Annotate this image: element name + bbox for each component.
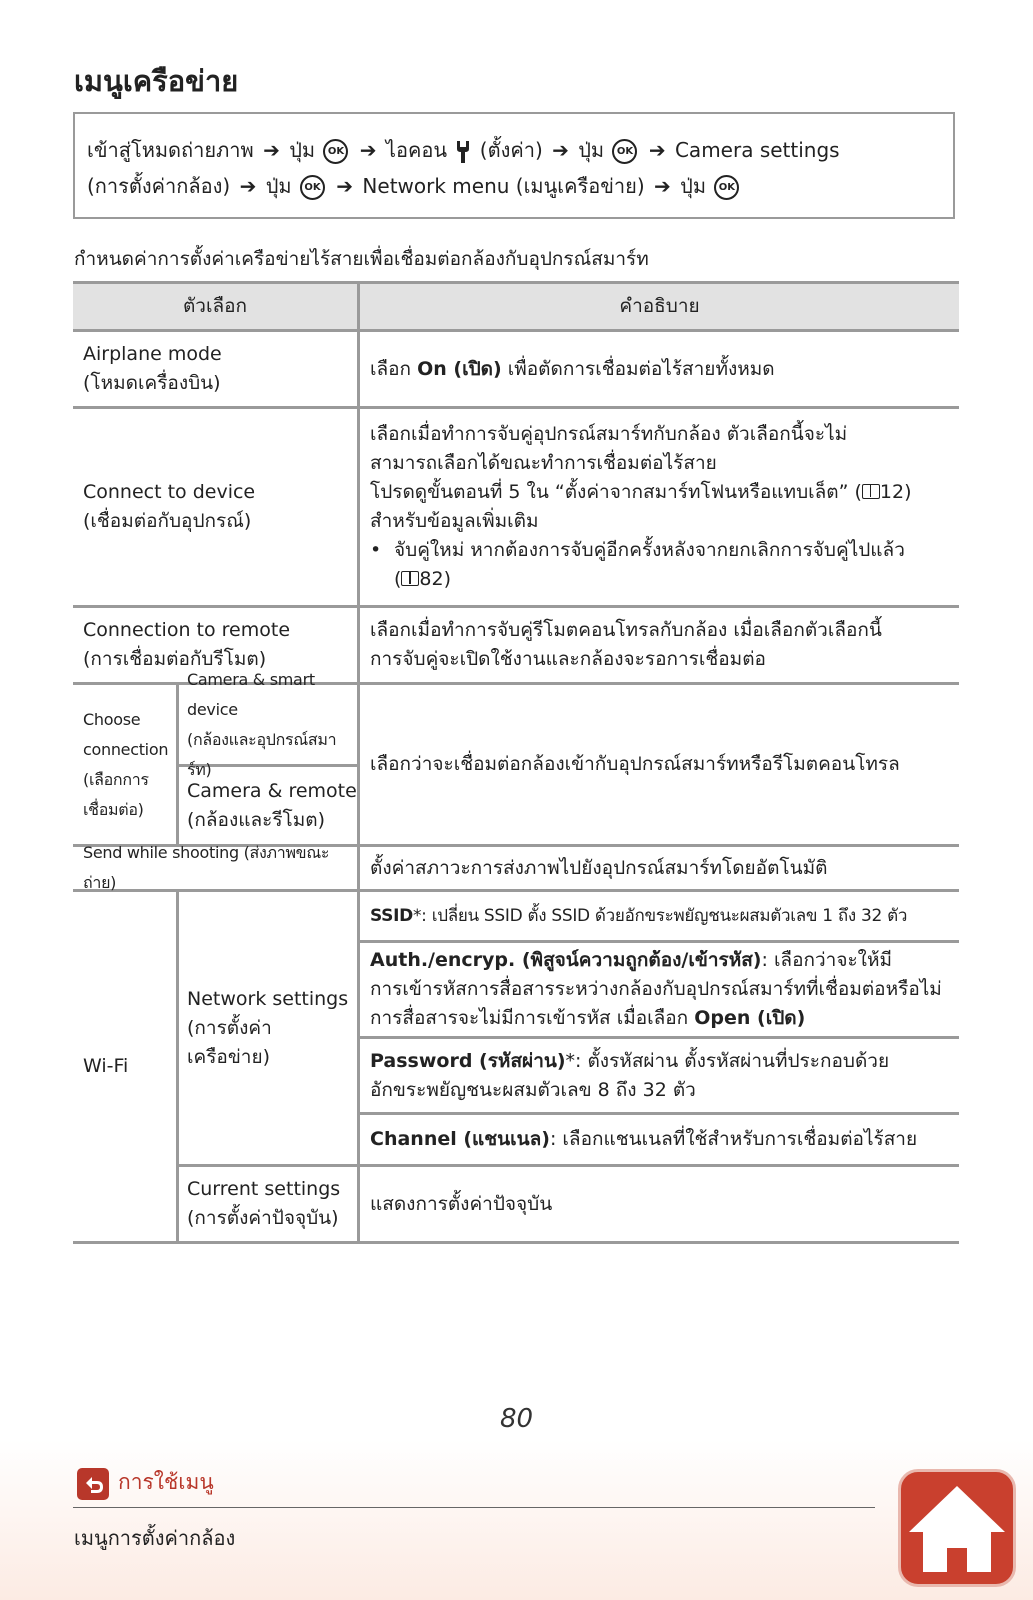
rule xyxy=(73,1241,959,1244)
desc-bold: Auth./encryp. (พิสูจน์ความถูกต้อง/เข้ารหัส) xyxy=(370,949,762,971)
navigation-path-box xyxy=(73,112,955,219)
desc-text: ( xyxy=(394,568,402,590)
home-icon xyxy=(901,1472,1013,1584)
desc-bold: Channel (แชนเนล) xyxy=(370,1128,550,1150)
desc-line: สามารถเลือกได้ขณะทำการเชื่อมต่อไร้สาย xyxy=(370,452,717,474)
option-name-en: Airplane mode xyxy=(83,343,222,365)
arrow-right-icon: ➔ xyxy=(239,174,257,198)
desc-line: เลือกเมื่อทำการจับคู่อุปกรณ์สมาร์ทกับกล้อง ตัวเลือกนี้จะไม่ xyxy=(370,423,848,445)
option-name-en: Camera & remote xyxy=(187,779,357,802)
nav-line-2 xyxy=(87,168,953,204)
column-divider xyxy=(176,890,179,1241)
desc-text: เพื่อตัดการเชื่อมต่อไร้สายทั้งหมด xyxy=(507,357,775,380)
nav-button-word: ปุ่ม xyxy=(680,174,707,198)
nav-camera-settings-th: (การตั้งค่ากล้อง) xyxy=(87,174,231,198)
option-name-en: Current settings xyxy=(187,1178,341,1200)
option-name-line: connection xyxy=(83,739,169,759)
option-send-while-shooting xyxy=(83,843,357,892)
arrow-right-icon: ➔ xyxy=(359,138,377,162)
desc-channel xyxy=(370,1115,955,1164)
desc-line: แสดงการตั้งค่าปัจจุบัน xyxy=(370,1192,553,1215)
desc-bold: Password (รหัสผ่าน) xyxy=(370,1049,566,1072)
ok-button-icon: OK xyxy=(323,139,348,164)
book-reference-icon xyxy=(401,571,419,586)
desc-line: โปรดดูขั้นตอนที่ 5 ใน “ตั้งค่าจากสมาร์ทโฟนหรือแทบเล็ต” ( xyxy=(370,481,862,503)
back-link-using-menus[interactable]: การใช้เมนู xyxy=(118,1470,214,1494)
desc-text: เลือก xyxy=(370,357,412,380)
settings-table xyxy=(73,283,959,1244)
option-name-th: เครือข่าย) xyxy=(187,1045,271,1068)
arrow-right-icon: ➔ xyxy=(552,138,569,162)
option-current-settings xyxy=(187,1167,359,1241)
book-reference-icon xyxy=(862,484,880,499)
option-name-th: (เชื่อมต่อกับอุปกรณ์) xyxy=(83,510,252,532)
nav-network-menu: Network menu (เมนูเครือข่าย) xyxy=(362,174,645,198)
desc-line: เลือกว่าจะเชื่อมต่อกล้องเข้ากับอุปกรณ์สมาร์ทหรือรีโมตคอนโทรล xyxy=(370,753,900,775)
header-option: ตัวเลือก xyxy=(182,294,248,317)
option-name-th: (โหมดเครื่องบิน) xyxy=(83,372,221,394)
desc-password xyxy=(370,1039,955,1112)
nav-button-word: ปุ่ม xyxy=(578,138,605,162)
desc-bold: On (เปิด) xyxy=(417,357,502,380)
desc-current-settings xyxy=(370,1167,955,1241)
desc-connection-to-remote xyxy=(370,608,955,682)
option-name-line: เชื่อมต่อ) xyxy=(83,799,144,819)
intro-text: กำหนดค่าการตั้งค่าเครือข่ายไร้สายเพื่อเชื่อมต่อกล้องกับอุปกรณ์สมาร์ท xyxy=(74,248,649,270)
page-reference[interactable]: 12) xyxy=(879,481,912,503)
desc-text: : เลือกว่าจะให้มี xyxy=(761,949,892,971)
nav-enter-shooting: เข้าสู่โหมดถ่ายภาพ xyxy=(87,138,254,162)
bullet-icon: • xyxy=(370,539,382,561)
column-divider xyxy=(176,683,179,844)
desc-choose-connection xyxy=(370,685,955,844)
desc-line: อักขระพยัญชนะผสมตัวเลข 8 ถึง 32 ตัว xyxy=(370,1078,696,1101)
option-airplane-mode xyxy=(83,332,353,406)
page-reference[interactable]: 82) xyxy=(419,568,452,590)
option-name-th: (กล้องและอุปกรณ์สมาร์ท) xyxy=(187,729,337,779)
arrow-right-icon: ➔ xyxy=(648,138,666,162)
desc-airplane-mode xyxy=(370,332,955,406)
arrow-right-icon: ➔ xyxy=(263,138,280,162)
option-name: Wi-Fi xyxy=(83,1055,129,1077)
desc-line: จับคู่ใหม่ หากต้องการจับคู่อีกครั้งหลังจากยกเลิกการจับคู่ไปแล้ว xyxy=(394,539,905,561)
desc-connect-to-device xyxy=(370,409,955,605)
option-name-en: Camera & smart device xyxy=(187,669,315,719)
option-connect-to-device xyxy=(83,409,353,605)
nav-button-word: ปุ่ม xyxy=(265,174,292,198)
nav-line-1 xyxy=(87,132,953,168)
desc-text: *: ตั้งรหัสผ่าน ตั้งรหัสผ่านที่ประกอบด้วย xyxy=(565,1049,890,1072)
arrow-right-icon: ➔ xyxy=(654,174,671,198)
desc-text: : เลือกแชนเนลที่ใช้สำหรับการเชื่อมต่อไร้สาย xyxy=(549,1128,918,1150)
header-description: คำอธิบาย xyxy=(619,294,700,317)
option-camera-remote xyxy=(187,767,359,844)
nav-camera-settings: Camera settings xyxy=(674,138,840,162)
option-name-th: (กล้องและรีโมต) xyxy=(187,808,326,831)
ok-button-icon: OK xyxy=(714,175,739,200)
nav-button-word: ปุ่ม xyxy=(289,138,316,162)
desc-line: การจับคู่จะเปิดใช้งานและกล้องจะรอการเชื่อมต่อ xyxy=(370,648,766,670)
desc-auth-encryp xyxy=(370,943,955,1036)
option-name-line: (เลือกการ xyxy=(83,769,149,789)
option-name-en: Connect to device xyxy=(83,481,256,503)
desc-ssid xyxy=(370,892,955,940)
footer-divider xyxy=(73,1507,875,1508)
option-wifi xyxy=(83,892,175,1241)
page-title: เมนูเครือข่าย xyxy=(74,64,239,98)
option-network-settings xyxy=(187,892,359,1164)
nav-setup-label: (ตั้งค่า) xyxy=(479,138,543,162)
back-icon[interactable] xyxy=(77,1468,109,1500)
option-choose-connection xyxy=(83,685,175,844)
page-number: 80 xyxy=(499,1404,534,1434)
home-button[interactable] xyxy=(898,1469,1016,1587)
option-name-en: Connection to remote xyxy=(83,619,291,641)
desc-bold: SSID xyxy=(370,905,413,926)
footer-band xyxy=(0,1440,1033,1600)
option-name: Send while shooting (ส่งภาพขณะถ่าย) xyxy=(83,843,330,892)
ok-button-icon: OK xyxy=(612,139,637,164)
option-name-th: (การตั้งค่าปัจจุบัน) xyxy=(187,1207,339,1229)
arrow-right-icon: ➔ xyxy=(336,174,354,198)
wrench-icon xyxy=(455,140,471,164)
option-name-line: Choose xyxy=(83,709,141,729)
desc-line: การเข้ารหัสการสื่อสารระหว่างกล้องกับอุปกรณ์สมาร์ทที่เชื่อมต่อหรือไม่ xyxy=(370,978,942,1000)
desc-text: การสื่อสารจะไม่มีการเข้ารหัส เมื่อเลือก xyxy=(370,1007,689,1029)
desc-bold: Open (เปิด) xyxy=(694,1007,806,1029)
option-name-en: Network settings xyxy=(187,987,349,1010)
option-camera-smart-device xyxy=(187,669,359,779)
nav-icon-word: ไอคอน xyxy=(385,138,448,162)
desc-line: เลือกเมื่อทำการจับคู่รีโมตคอนโทรลกับกล้อง เมื่อเลือกตัวเลือกนี้ xyxy=(370,619,882,641)
desc-send-while-shooting xyxy=(370,847,955,889)
desc-line: สำหรับข้อมูลเพิ่มเติม xyxy=(370,510,539,532)
ok-button-icon: OK xyxy=(300,175,325,200)
desc-text: *: เปลี่ยน SSID ตั้ง SSID ด้วยอักขระพยัญชนะผสมตัวเลข 1 ถึง 32 ตัว xyxy=(412,905,908,926)
footer-section-title: เมนูการตั้งค่ากล้อง xyxy=(74,1526,236,1550)
option-name-th: (การตั้งค่า xyxy=(187,1016,272,1039)
option-name-th: (การเชื่อมต่อกับรีโมต) xyxy=(83,648,267,670)
desc-line: ตั้งค่าสภาวะการส่งภาพไปยังอุปกรณ์สมาร์ทโดยอัตโนมัติ xyxy=(370,856,828,879)
